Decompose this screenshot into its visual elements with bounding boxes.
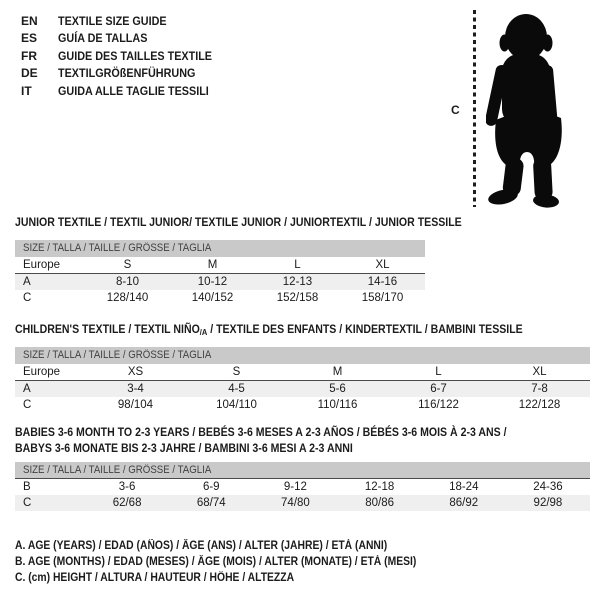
size-cell: 92/98: [533, 497, 563, 509]
size-header-text: SIZE / TALLA / TAILLE / GRÖSSE / TAGLIA: [23, 349, 212, 361]
footnote-c: C. (cm) HEIGHT / ALTURA / HAUTEUR / HÖHE / ALTEZZA: [15, 572, 295, 584]
babies-title-line2: BABYS 3-6 MONATE BIS 2-3 JAHRE / BAMBINI 3-6 MESI A 2-3 ANNI: [15, 441, 353, 455]
size-cell: 116/122: [418, 399, 459, 411]
size-cell: 4-5: [228, 383, 245, 395]
language-code: DE: [21, 66, 38, 81]
language-row: [21, 65, 229, 82]
size-cell: 3-4: [127, 383, 144, 395]
language-row: [21, 83, 229, 100]
language-code: FR: [21, 48, 37, 63]
language-title: GUIDA ALLE TAGLIE TESSILI: [58, 83, 209, 98]
language-code: ES: [21, 31, 38, 46]
junior-size-table: [15, 240, 425, 306]
size-cell: 158/170: [361, 292, 404, 304]
row-label: B: [23, 481, 31, 493]
footnote-a: A. AGE (YEARS) / EDAD (AÑOS) / ÂGE (ANS) / ALTER (JAHRE) / ETÀ (ANNI): [15, 540, 388, 552]
row-label: A: [23, 383, 31, 395]
size-cell: 24-36: [533, 481, 563, 493]
language-title-list: [21, 13, 229, 100]
size-cell: S: [232, 366, 241, 378]
size-cell: XL: [532, 366, 547, 378]
children-table-title: [15, 322, 523, 339]
table-row-age: [15, 274, 425, 290]
size-cell: 140/152: [191, 292, 234, 304]
size-header-text: SIZE / TALLA / TAILLE / GRÖSSE / TAGLIA: [23, 242, 212, 254]
size-header-text: SIZE / TALLA / TAILLE / GRÖSSE / TAGLIA: [23, 464, 212, 476]
size-header-bar: [15, 462, 590, 479]
size-cell: 122/128: [518, 399, 561, 411]
row-label: C: [23, 497, 32, 509]
table-row-age: [15, 381, 590, 397]
size-cell: 18-24: [449, 481, 479, 493]
row-label: C: [23, 399, 32, 411]
language-title: TEXTILGRÖßENFÜHRUNG: [58, 66, 196, 81]
babies-size-table: [15, 462, 590, 511]
junior-table-title: JUNIOR TEXTILE / TEXTIL JUNIOR/ TEXTILE JUNIOR / JUNIORTEXTIL / JUNIOR TESSILE: [15, 215, 462, 229]
row-label: A: [23, 276, 31, 288]
size-cell: S: [123, 259, 132, 271]
size-cell: 9-12: [283, 481, 307, 493]
language-title: GUIDE DES TAILLES TEXTILE: [58, 48, 213, 63]
table-row-months: [15, 479, 590, 495]
language-row: [21, 48, 229, 65]
size-cell: 12-13: [282, 276, 313, 288]
table-row-europe: [15, 257, 425, 274]
size-cell: XL: [375, 259, 390, 271]
children-size-table: [15, 347, 590, 413]
height-measure-label: C: [451, 103, 460, 117]
toddler-silhouette-icon: [486, 8, 570, 208]
size-cell: M: [207, 259, 218, 271]
size-cell: L: [294, 259, 301, 271]
footnote-b: B. AGE (MONTHS) / EDAD (MESES) / ÂGE (MOIS) / ALTER (MONATE) / ETÀ (MESI): [15, 556, 417, 568]
size-cell: 12-18: [364, 481, 395, 493]
children-title-pre: CHILDREN'S TEXTILE / TEXTIL NIÑO: [15, 322, 200, 336]
language-row: [21, 30, 229, 47]
size-cell: 128/140: [106, 292, 149, 304]
size-cell: XS: [127, 366, 144, 378]
size-cell: 80/86: [365, 497, 394, 509]
language-title: TEXTILE SIZE GUIDE: [58, 14, 167, 28]
size-cell: 68/74: [196, 497, 226, 509]
language-title: GUÍA DE TALLAS: [58, 31, 148, 46]
size-cell: 152/158: [276, 292, 319, 304]
children-title-post: / TEXTILE DES ENFANTS / KINDERTEXTIL / BAMBINI TESSILE: [207, 322, 523, 336]
row-label: Europe: [23, 259, 61, 271]
height-measure-dashed-line: [473, 10, 476, 207]
children-title-sub: /A: [199, 327, 208, 337]
language-row: [21, 13, 229, 30]
size-cell: 6-9: [202, 481, 220, 493]
size-cell: M: [332, 366, 343, 378]
language-code: EN: [21, 14, 38, 28]
size-cell: 7-8: [531, 383, 548, 395]
table-row-height: [15, 290, 425, 306]
size-cell: 14-16: [367, 276, 398, 288]
size-cell: 3-6: [118, 481, 136, 493]
size-cell: L: [435, 366, 442, 378]
row-label: Europe: [23, 366, 61, 378]
size-cell: 104/110: [216, 399, 257, 411]
size-cell: 86/92: [449, 497, 479, 509]
size-cell: 8-10: [115, 276, 140, 288]
size-cell: 6-7: [430, 383, 447, 395]
size-cell: 5-6: [329, 383, 346, 395]
table-row-height: [15, 495, 590, 511]
size-cell: 74/80: [281, 497, 310, 509]
row-label: C: [23, 292, 32, 304]
size-cell: 110/116: [317, 399, 358, 411]
table-row-height: [15, 397, 590, 413]
language-code: IT: [21, 83, 32, 98]
footnote-legend: [15, 538, 461, 586]
babies-table-title: [15, 424, 507, 456]
table-row-europe: [15, 364, 590, 381]
size-header-bar: [15, 347, 590, 364]
size-cell: 98/104: [117, 399, 154, 411]
size-cell: 62/68: [112, 497, 142, 509]
babies-title-line1: BABIES 3-6 MONTH TO 2-3 YEARS / BEBÉS 3-6 MESES A 2-3 AÑOS / BÉBÉS 3-6 MOIS À 2-3 ANS /: [15, 425, 507, 439]
size-cell: 10-12: [197, 276, 228, 288]
size-header-bar: [15, 240, 425, 257]
